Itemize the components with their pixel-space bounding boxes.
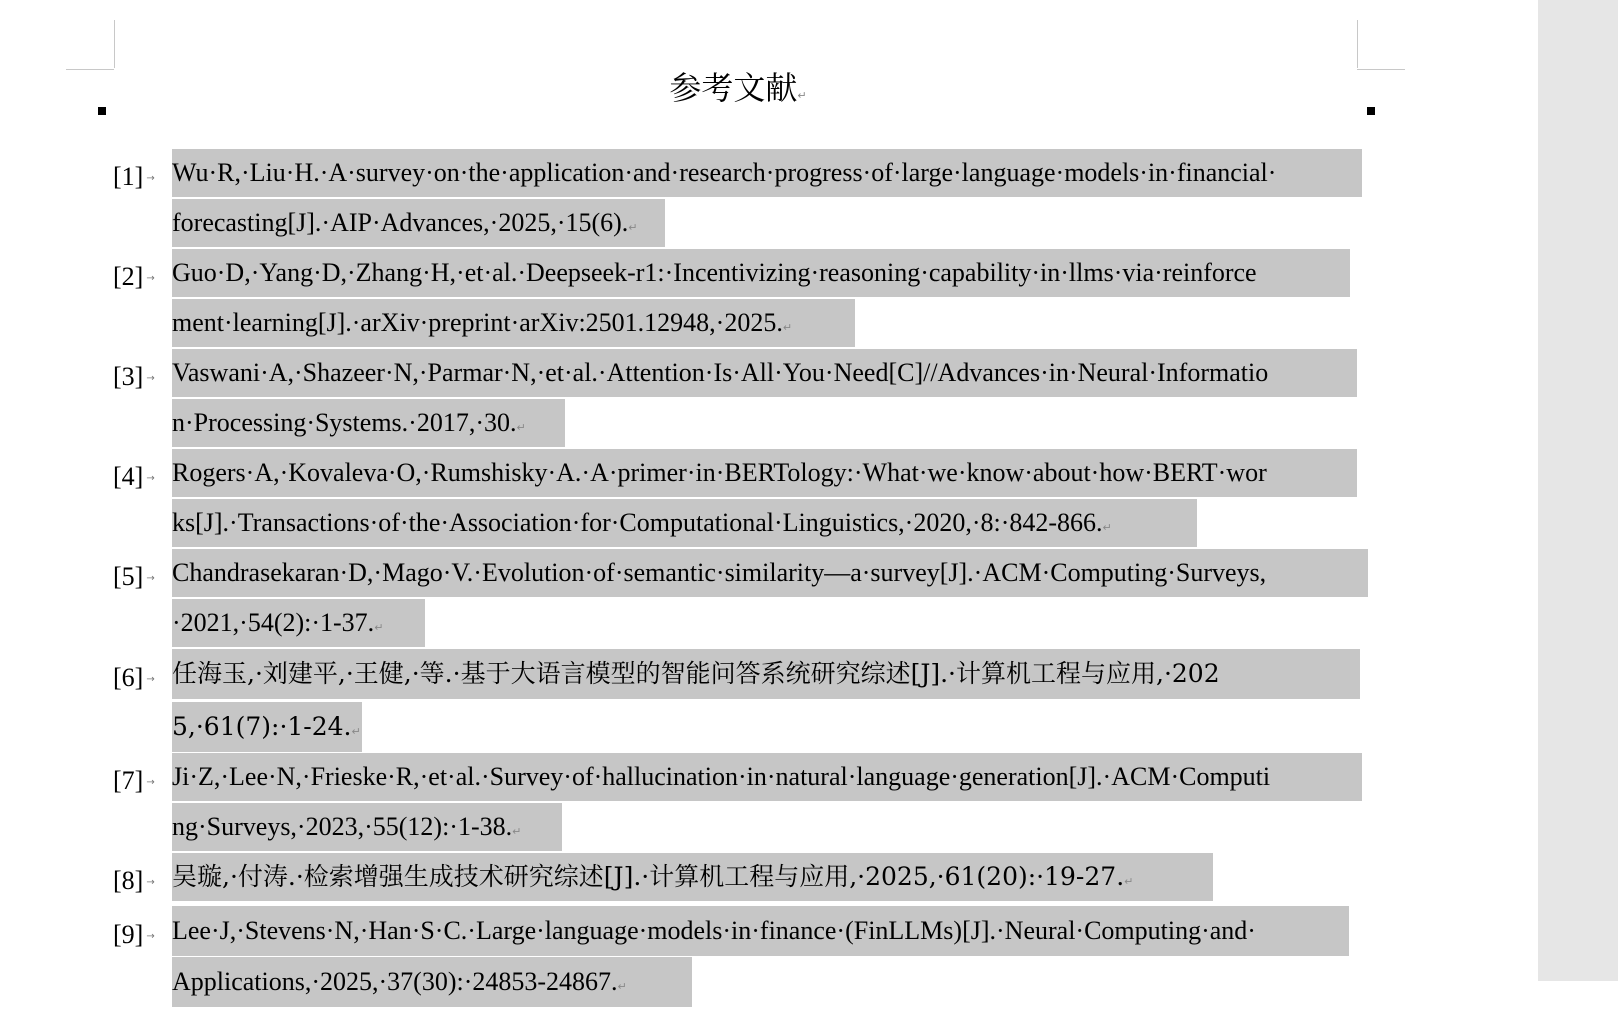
reference-text[interactable]: Wu·R,·Liu·H.·A·survey·on·the·application·and·research·progress·of·large·language·models·in·financial· [172,158,1277,187]
reference-line-selected[interactable] [172,753,1362,801]
reference-number-text: [1] [113,162,144,191]
reference-text[interactable]: ng·Surveys,·2023,·55(12):·1-38. [172,812,513,841]
paragraph-mark: ↵ [782,321,793,334]
reference-line-selected[interactable] [172,906,1349,956]
reference-line-selected[interactable] [172,449,1357,497]
reference-line-selected[interactable] [172,957,692,1007]
reference-line-selected[interactable] [172,803,562,851]
reference-text[interactable]: Applications,·2025,·37(30):·24853-24867. [172,967,618,996]
reference-line-selected[interactable] [172,149,1362,197]
reference-line-selected[interactable] [172,349,1357,397]
reference-number [113,857,155,907]
crop-mark-top-left-vertical [114,20,115,68]
tab-mark: → [146,573,155,585]
reference-line-selected[interactable] [172,399,565,447]
paragraph-mark: ↵ [797,89,807,102]
paragraph-mark: ↵ [628,221,638,234]
window-background [1538,0,1618,981]
paragraph-mark: ↵ [617,980,627,993]
reference-number-text: [5] [113,562,144,591]
reference-text[interactable]: Guo·D,·Yang·D,·Zhang·H,·et·al.·Deepseek-r1:·Incentivizing·reasoning·capability·in·llms·via·reinforce [172,258,1257,287]
reference-text[interactable]: 5,·61(7):·1-24. [172,712,352,741]
reference-number-text: [9] [113,920,144,949]
reference-text[interactable]: n·Processing·Systems.·2017,·30. [172,408,517,437]
title-text[interactable]: 参考文献 [669,69,798,107]
tab-mark: → [146,674,155,686]
reference-number [113,757,155,807]
reference-text[interactable]: 任海玉,·刘建平,·王健,·等.·基于大语言模型的智能问答系统研究综述[J].·计算机工程与应用,·202 [172,659,1220,688]
tab-mark: → [146,777,155,789]
reference-number-text: [8] [113,866,144,895]
reference-text[interactable]: 吴璇,·付涛.·检索增强生成技术研究综述[J].·计算机工程与应用,·2025,·61(20):·19-27. [172,862,1125,891]
reference-text[interactable]: ment·learning[J].·arXiv·preprint·arXiv:2501.12948,·2025. [172,308,783,337]
reference-number-text: [2] [113,262,144,291]
reference-line-selected[interactable] [172,249,1350,297]
reference-line-selected[interactable] [172,499,1197,547]
reference-number [113,453,155,503]
reference-line-selected[interactable] [172,649,1360,699]
reference-number-text: [4] [113,462,144,491]
reference-text[interactable]: Ji·Z,·Lee·N,·Frieske·R,·et·al.·Survey·of·hallucination·in·natural·language·generation[J].·ACM·Computi [172,762,1271,791]
tab-mark: → [146,173,155,185]
crop-mark-top-right-vertical [1357,20,1358,68]
paragraph-mark: ↵ [512,825,522,838]
paragraph-mark: ↵ [351,725,361,738]
reference-number [113,910,155,962]
tab-mark: → [146,877,155,889]
reference-text[interactable]: Lee·J,·Stevens·N,·Han·S·C.·Large·language·models·in·finance·(FinLLMs)[J].·Neural·Computing·and· [172,916,1256,945]
reference-number [113,653,155,705]
reference-line-selected[interactable] [172,853,1213,901]
reference-text[interactable]: ks[J].·Transactions·of·the·Association·for·Computational·Linguistics,·2020,·8:·842-866. [172,508,1103,537]
paragraph-mark: ↵ [1124,875,1134,888]
reference-text[interactable]: ·2021,·54(2):·1-37. [172,608,375,637]
reference-text[interactable]: Rogers·A,·Kovaleva·O,·Rumshisky·A.·A·primer·in·BERTology:·What·we·know·about·how·BERT·wor [172,458,1267,487]
tab-mark: → [146,931,155,943]
paragraph-mark: ↵ [516,421,526,434]
reference-number-text: [3] [113,362,144,391]
reference-text[interactable]: forecasting[J].·AIP·Advances,·2025,·15(6). [172,208,629,237]
document-title[interactable] [0,66,1476,118]
reference-number [113,153,155,203]
reference-number [113,253,155,303]
reference-line-selected[interactable] [172,599,425,647]
reference-line-selected[interactable] [172,299,855,347]
tab-mark: → [146,473,155,485]
reference-line-selected[interactable] [172,199,665,247]
reference-line-selected[interactable] [172,549,1368,597]
reference-text[interactable]: Chandrasekaran·D,·Mago·V.·Evolution·of·semantic·similarity—a·survey[J].·ACM·Computing·Surveys, [172,558,1267,587]
reference-number-text: [7] [113,766,144,795]
paragraph-mark: ↵ [1102,521,1112,534]
reference-line-selected[interactable] [172,702,362,752]
paragraph-mark: ↵ [374,621,384,634]
tab-mark: → [146,273,155,285]
reference-number [113,553,155,603]
reference-number-text: [6] [113,663,144,692]
tab-mark: → [146,373,155,385]
reference-number [113,353,155,403]
reference-text[interactable]: Vaswani·A,·Shazeer·N,·Parmar·N,·et·al.·Attention·Is·All·You·Need[C]//Advances·in·Neural·Informatio [172,358,1269,387]
